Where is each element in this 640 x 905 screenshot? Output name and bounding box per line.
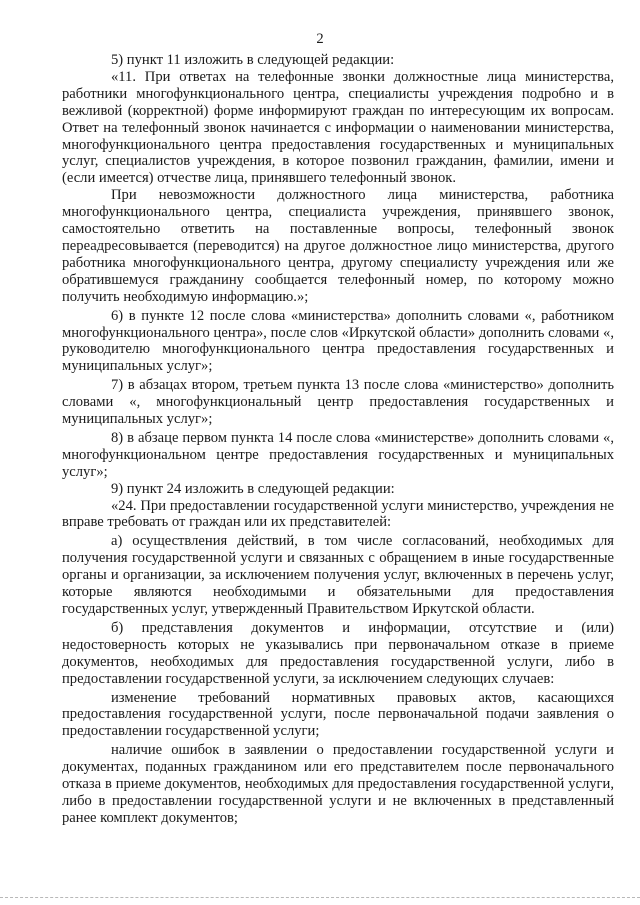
document-body bbox=[62, 52, 614, 827]
footer-divider bbox=[0, 897, 640, 898]
paragraph-clause-11: «11. При ответах на телефонные звонки должностные лица министерства, работники многофункционального центра, специалисты учреждения подробно и в вежливой (корректной) форме информируют граждан по интересующим их вопросам. Ответ на телефонный звонок начинается с информации о наименовании министерства, многофункционального центра предоставления государственных и муниципальных услуг, специалистов учреждения, в которое позвонил гражданин, фамилии, имени и (если имеется) отчестве лица, принявшего телефонный звонок. bbox=[62, 68, 614, 187]
paragraph-item-6: 6) в пункте 12 после слова «министерства» дополнить словами «, работником многофункционального центра», после слов «Иркутской области» дополнить словами «, руководителю многофункционального центра предоставления государственных и муниципальных услуг»; bbox=[62, 307, 614, 375]
paragraph-item-5: 5) пункт 11 изложить в следующей редакции: bbox=[111, 52, 395, 68]
paragraph-item-7: 7) в абзацах втором, третьем пункта 13 после слова «министерство» дополнить словами «, многофункциональный центр предоставления государственных и муниципальных услуг»; bbox=[62, 377, 614, 428]
paragraph-item-9: 9) пункт 24 изложить в следующей редакции: bbox=[111, 480, 395, 497]
paragraph-case-requirements-change: изменение требований нормативных правовых актов, касающихся предоставления государственной услуги, после первоначальной подачи заявления о предоставлении государственной услуги; bbox=[62, 689, 614, 740]
paragraph-clause-24: «24. При предоставлении государственной услуги министерство, учреждения не вправе требовать от граждан или их представителей: bbox=[62, 497, 614, 531]
paragraph-redirect: При невозможности должностного лица министерства, работника многофункционального центра, специалиста учреждения, принявшего звонок, самостоятельно ответить на поставленные вопросы, телефонный звонок переадресовывается (переводится) на другое должностное лицо министерства, другого работника многофункционального центра, другому специалисту учреждения или же обратившемуся гражданину сообщается телефонный номер, по которому можно получить необходимую информацию.»; bbox=[62, 187, 614, 305]
paragraph-case-errors: наличие ошибок в заявлении о предоставлении государственной услуги и документах, поданных гражданином или его представителем после первоначального отказа в приеме документов, необходимых для предоставления государственной услуги, либо в предоставлении государственной услуги и не включенных в представленный ранее комплект документов; bbox=[62, 742, 614, 826]
paragraph-subitem-b: б) представления документов и информации, отсутствие и (или) недостоверность которых не указывались при первоначальном отказе в приеме документов, необходимых для предоставления государственной услуги, либо в предоставлении государственной услуги, за исключением следующих случаев: bbox=[62, 619, 614, 687]
paragraph-subitem-a: а) осуществления действий, в том числе согласований, необходимых для получения государственной услуги и связанных с обращением в иные государственные органы и организации, за исключением получения услуг, включенных в перечень услуг, которые являются необходимыми и обязательными для предоставления государственных услуг, утвержденный Правительством Иркутской области. bbox=[62, 533, 614, 617]
page-number: 2 bbox=[316, 31, 324, 47]
paragraph-item-8: 8) в абзаце первом пункта 14 после слова «министерстве» дополнить словами «, многофункциональном центре предоставления государственных и муниципальных услуг»; bbox=[62, 429, 614, 480]
